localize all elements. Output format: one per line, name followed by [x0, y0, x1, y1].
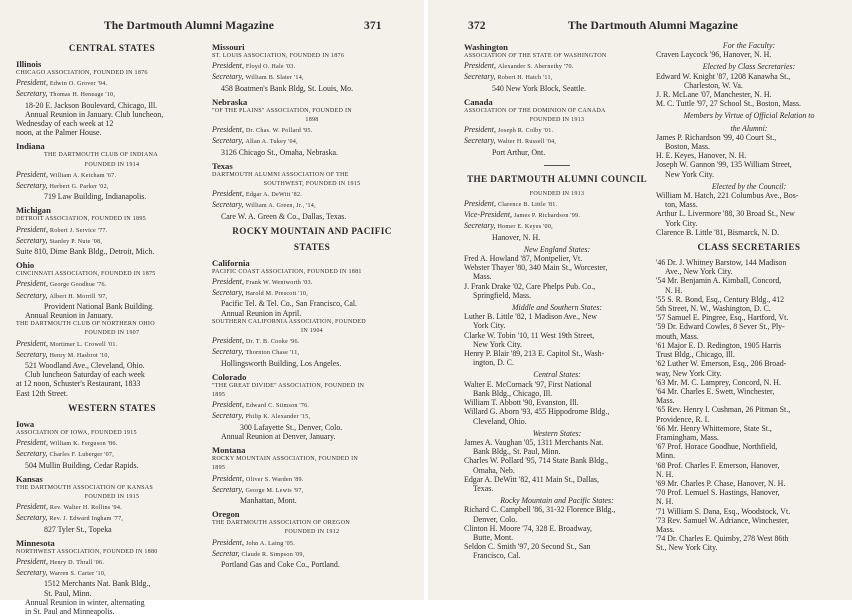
- text-line: Omaha, Neb.: [473, 465, 515, 475]
- text-line: York City.: [473, 321, 506, 331]
- text-line: Annual Reunion in April.: [221, 308, 302, 318]
- text-line: Pacific Tel. & Tel. Co., San Francisco, Cal.: [221, 299, 358, 309]
- officer-line: [16, 89, 208, 100]
- officer-role: Vice-President,: [464, 210, 514, 220]
- officer-name: Charles F. Luberger '07,: [49, 452, 114, 459]
- officer-role: President,: [16, 556, 50, 566]
- text-line: Portland Gas and Coke Co., Portland.: [221, 559, 340, 569]
- officer-line: [212, 61, 412, 72]
- text-line: way, New York City.: [656, 368, 722, 378]
- text-line: '73 Rev. Samuel W. Adriance, Winchester,: [656, 515, 790, 525]
- officer-name: Harold M. Prescott '10,: [245, 291, 308, 298]
- text-line: James P. Richardson '99, 40 Court St.,: [656, 132, 777, 142]
- association-name: CINCINNATI ASSOCIATION, FOUNDED IN 1875: [16, 271, 156, 278]
- officer-line: [212, 336, 412, 347]
- text-line: New York City.: [473, 339, 523, 349]
- state-heading: Illinois: [16, 59, 42, 69]
- text-line: '74 Dr. Charles E. Quimby, 278 West 86th: [656, 534, 789, 544]
- officer-name: Robert H. Hatch '11,: [497, 75, 553, 82]
- text-line: Mass.: [473, 272, 492, 282]
- text-line: mouth, Mass.: [656, 331, 699, 341]
- text-line: St. Paul, Minn.: [44, 588, 92, 598]
- text-line: in St. Paul and Minneapolis.: [25, 606, 115, 616]
- text-line: Willard G. Aborn '93, 455 Hippodrome Bldg.,: [464, 407, 610, 417]
- officer-line: [16, 502, 208, 513]
- officer-line: [212, 200, 412, 211]
- right-column-2: [656, 38, 842, 553]
- officer-name: Stanley P. Nute '08,: [49, 238, 103, 245]
- text-line: 719 Law Building, Indianapolis.: [44, 192, 147, 202]
- officer-role: Secretary,: [212, 484, 246, 494]
- text-line: Hollingsworth Building, Los Angeles.: [221, 358, 342, 368]
- officer-line: [16, 78, 208, 89]
- officer-line: [16, 350, 208, 361]
- association-name: THE DARTMOUTH ASSOCIATION OF KANSAS: [16, 484, 154, 491]
- association-name: FOUNDED IN 1913: [529, 190, 585, 197]
- association-name: "THE GREAT DIVIDE" ASSOCIATION, FOUNDED IN: [212, 382, 365, 389]
- officer-role: President,: [212, 537, 246, 547]
- officer-line: [212, 549, 412, 560]
- text-line: '57 Samuel E. Pingree, Esq., Hartford, Vt.: [656, 313, 789, 323]
- association-name: 1895: [212, 465, 226, 472]
- subsection-heading: Elected by the Council:: [711, 181, 787, 191]
- officer-name: Henry D. Thrall '06.: [49, 559, 105, 566]
- text-line: Clarence B. Little '81, Bismarck, N. D.: [656, 227, 780, 237]
- state-heading: California: [212, 257, 250, 268]
- officer-line: [212, 189, 412, 200]
- officer-role: Secretar,: [212, 548, 242, 558]
- page-header-title: The Dartmouth Alumni Magazine: [568, 20, 738, 32]
- text-line: Craven Laycock '96, Hanover, N. H.: [656, 50, 772, 60]
- officer-name: James P. Richardson '99.: [513, 213, 581, 220]
- text-line: 18-20 E. Jackson Boulevard, Chicago, Ill.: [25, 100, 158, 110]
- officer-line: [464, 221, 650, 232]
- text-line: '62 Luther W. Emerson, Esq., 206 Broad-: [656, 359, 787, 369]
- text-line: M. C. Tuttle '97, 27 School St., Boston, Mass.: [656, 99, 802, 109]
- text-line: '63 Mr. M. C. Lamprey, Concord, N. H.: [656, 377, 781, 387]
- text-line: Clarke W. Tobin '10, 11 West 19th Street,: [464, 330, 595, 340]
- officer-line: [212, 538, 412, 549]
- officer-line: [212, 347, 412, 358]
- text-line: Care W. A. Green & Co., Dallas, Texas.: [221, 211, 347, 221]
- text-line: Luther B. Little '82, 1 Madison Ave., New: [464, 312, 597, 322]
- text-line: Seldon C. Smith '97, 20 Second St., San: [464, 542, 591, 552]
- officer-line: [16, 339, 208, 350]
- text-line: Suite 810, Dime Bank Bldg., Detroit, Mich.: [16, 247, 155, 257]
- officer-role: Secretary,: [212, 347, 246, 357]
- association-name: ASSOCIATION OF IOWA, FOUNDED 1915: [16, 429, 137, 436]
- officer-role: President,: [212, 61, 246, 71]
- association-name: SOUTHWEST, FOUNDED IN 1915: [263, 181, 361, 188]
- officer-name: William B. Slater '14,: [245, 75, 304, 82]
- text-line: Framingham, Mass.: [656, 432, 719, 442]
- text-line: Springfield, Mass.: [473, 290, 532, 300]
- association-name: 1898: [305, 117, 319, 124]
- left-page: [0, 0, 424, 616]
- state-heading: Canada: [464, 96, 493, 107]
- officer-role: President,: [16, 438, 50, 448]
- officer-name: Allan A. Tukey '04,: [245, 139, 298, 146]
- officer-name: Robert J. Service '77.: [49, 227, 108, 234]
- text-line: Denver, Colo.: [473, 514, 518, 524]
- subsection-heading: For the Faculty:: [722, 41, 776, 50]
- officer-role: President,: [212, 400, 246, 410]
- officer-line: [212, 277, 412, 288]
- association-name: THE DARTMOUTH ASSOCIATION OF OREGON: [212, 520, 351, 527]
- state-heading: Montana: [212, 445, 246, 456]
- subsection-heading: New England States:: [523, 244, 591, 254]
- state-heading: Ohio: [16, 260, 35, 271]
- text-line: 1512 Merchants Nat. Bank Bldg.,: [44, 579, 151, 589]
- officer-name: Thomas H. Heneage '10,: [49, 92, 116, 99]
- association-name: CHICAGO ASSOCIATION, FOUNDED IN 1876: [16, 70, 148, 76]
- text-line: Annual Reunion in January.: [25, 311, 114, 321]
- officer-name: Oliver S. Warden '89.: [245, 476, 304, 483]
- officer-line: [16, 513, 208, 524]
- text-line: Annual Reunion in January. Club luncheon,: [25, 109, 164, 119]
- officer-role: President,: [16, 502, 50, 512]
- officer-role: President,: [16, 78, 50, 88]
- section-heading: THE DARTMOUTH ALUMNI COUNCIL: [466, 173, 648, 184]
- subsection-heading: the Alumni:: [730, 123, 768, 133]
- officer-line: [212, 400, 412, 411]
- text-line: Walter E. McCornack '97, First National: [464, 379, 592, 389]
- officer-role: Secretary,: [16, 568, 50, 578]
- association-name: THE DARTMOUTH CLUB OF NORTHERN OHIO: [16, 321, 155, 328]
- text-line: H. E. Keyes, Hanover, N. H.: [656, 151, 747, 161]
- text-line: '66 Mr. Henry Whittemore, State St.,: [656, 423, 772, 433]
- officer-role: Secretary,: [464, 72, 498, 82]
- officer-role: Secretary,: [464, 221, 498, 231]
- officer-line: [212, 136, 412, 147]
- association-name: DETROIT ASSOCIATION, FOUNDED IN 1895: [16, 216, 146, 223]
- officer-role: Secretary,: [16, 181, 50, 191]
- officer-line: [212, 485, 412, 496]
- association-name: ASSOCIATION OF THE STATE OF WASHINGTON: [464, 53, 607, 59]
- text-line: Bank Bldg., Chicago, Ill.: [473, 388, 553, 398]
- text-line: 300 Lafayette St., Denver, Colo.: [240, 422, 343, 432]
- officer-name: William A. Green, Jr., '14,: [245, 203, 316, 210]
- officer-name: John A. Laing '05.: [245, 540, 296, 547]
- association-name: SOUTHERN CALIFORNIA ASSOCIATION, FOUNDED: [212, 318, 366, 325]
- text-line: Charles W. Pollard '95, 714 State Bank Bldg.,: [464, 456, 609, 466]
- text-line: Minn.: [656, 451, 676, 461]
- text-line: Club luncheon Saturday of each week: [25, 370, 145, 380]
- text-line: '70 Prof. Lemuel S. Hastings, Hanover,: [656, 488, 780, 498]
- association-name: DARTMOUTH ALUMNI ASSOCIATION OF THE: [212, 171, 349, 178]
- association-name: ST. LOUIS ASSOCIATION, FOUNDED IN 1876: [212, 53, 345, 59]
- left-column-1: [16, 38, 208, 616]
- section-heading: CENTRAL STATES: [68, 43, 156, 53]
- text-line: Manhattan, Mont.: [240, 495, 297, 505]
- officer-line: [464, 199, 650, 210]
- page-number: 372: [468, 20, 486, 32]
- text-line: East 12th Street.: [16, 388, 68, 398]
- officer-role: Secretary,: [212, 136, 246, 146]
- text-line: '67 Prof. Horace Goodhue, Northfield,: [656, 442, 778, 452]
- text-line: Provident National Bank Building.: [44, 301, 155, 311]
- text-line: Trust Bldg., Chicago, Ill.: [656, 350, 735, 360]
- association-name: FOUNDED IN 1907: [84, 330, 140, 337]
- text-line: William M. Hatch, 221 Columbus Ave., Bos-: [656, 191, 799, 201]
- officer-name: Thornton Chase '11,: [245, 350, 300, 357]
- state-heading: Iowa: [16, 418, 35, 429]
- officer-name: Mortimer L. Crowell '01.: [49, 341, 118, 348]
- association-name: ROCKY MOUNTAIN ASSOCIATION, FOUNDED IN: [212, 456, 359, 463]
- subsection-heading: Middle and Southern States:: [511, 303, 603, 313]
- text-line: 5th Street, N. W., Washington, D. C.: [656, 304, 771, 314]
- officer-name: Alexander S. Abernethy '70.: [497, 64, 574, 71]
- text-line: Henry P. Blair '89, 213 E. Capitol St., Wash-: [464, 349, 605, 359]
- text-line: Joseph W. Gannon '99, 135 William Street,: [656, 160, 792, 170]
- text-line: Charleston, W. Va.: [684, 80, 743, 90]
- text-line: '65 Rev. Henry I. Cushman, 26 Pitman St.,: [656, 405, 791, 415]
- text-line: Wednesday of each week at 12: [16, 119, 114, 129]
- officer-role: Secretary,: [16, 290, 50, 300]
- text-line: N. H.: [656, 469, 674, 479]
- association-name: "OF THE PLAINS" ASSOCIATION, FOUNDED IN: [212, 107, 352, 114]
- officer-line: [212, 411, 412, 422]
- association-name: PACIFIC COAST ASSOCIATION, FOUNDED IN 1881: [212, 268, 362, 275]
- officer-role: Secretary,: [464, 136, 498, 146]
- officer-role: Secretary,: [212, 288, 246, 298]
- officer-line: [16, 291, 208, 302]
- officer-line: [212, 125, 412, 136]
- officer-line: [16, 557, 208, 568]
- page-header-title: The Dartmouth Alumni Magazine: [104, 20, 274, 32]
- officer-line: [16, 279, 208, 290]
- officer-role: President,: [16, 224, 50, 234]
- officer-role: Secretary,: [16, 89, 50, 99]
- officer-role: Secretary,: [16, 513, 50, 523]
- text-line: 504 Mullin Building, Cedar Rapids.: [25, 460, 139, 470]
- section-heading: ROCKY MOUNTAIN AND PACIFIC: [232, 225, 392, 236]
- officer-line: [16, 225, 208, 236]
- state-heading: Missouri: [212, 42, 245, 52]
- officer-name: Walter H. Russell '04,: [497, 139, 557, 146]
- text-line: Clinton H. Moore '74, 328 E. Broadway,: [464, 523, 593, 533]
- officer-name: Edwin O. Grover '94.: [49, 81, 108, 88]
- officer-name: Homer E. Keyes '00,: [497, 224, 553, 231]
- officer-line: [16, 170, 208, 181]
- text-line: Port Arthur, Ont.: [492, 147, 546, 157]
- text-line: New York City.: [665, 169, 715, 179]
- officer-line: [16, 568, 208, 579]
- section-heading: CLASS SECRETARIES: [697, 242, 801, 253]
- subsection-heading: Elected by Class Secretaries:: [702, 62, 796, 72]
- subsection-heading: Members by Virtue of Official Relation to: [683, 111, 815, 121]
- section-heading: WESTERN STATES: [68, 402, 156, 413]
- text-line: '59 Dr. Edward Cowles, 8 Sever St., Ply-: [656, 322, 785, 332]
- officer-role: President,: [212, 473, 246, 483]
- text-line: ton, Mass.: [665, 200, 698, 210]
- officer-role: President,: [16, 338, 50, 348]
- officer-line: [464, 61, 650, 72]
- text-line: York City.: [665, 218, 698, 228]
- text-line: Providence, R. I.: [656, 414, 710, 424]
- association-name: FOUNDED IN 1914: [84, 161, 140, 168]
- officer-role: President,: [212, 336, 246, 346]
- right-column-1: [464, 38, 650, 561]
- text-line: Ave., New York City.: [665, 267, 733, 277]
- page-number: 371: [364, 20, 382, 32]
- officer-line: [16, 236, 208, 247]
- officer-role: President,: [212, 277, 246, 287]
- subsection-heading: Western States:: [532, 428, 582, 438]
- text-line: Richard C. Campbell '86, 31-32 Florence Bldg.,: [464, 505, 616, 515]
- association-name: NORTHWEST ASSOCIATION, FOUNDED IN 1880: [16, 548, 158, 555]
- text-line: J. Frank Drake '02, Care Phelps Pub. Co.,: [464, 281, 596, 291]
- divider-rule: [544, 165, 570, 166]
- text-line: J. R. McLane '07, Manchester, N. H.: [656, 90, 772, 100]
- text-line: Arthur L. Livermore '88, 30 Broad St., New: [656, 209, 795, 219]
- text-line: 458 Boatmen's Bank Bldg, St. Louis, Mo.: [221, 83, 354, 93]
- subsection-heading: Central States:: [533, 370, 581, 380]
- officer-name: Frank W. Wentworth '03.: [245, 280, 313, 287]
- officer-role: Secretary,: [212, 72, 246, 82]
- text-line: Fred A. Howland '87, Montpelier, Vt.: [464, 254, 583, 264]
- text-line: '46 Dr. J. Whitney Barstow, 144 Madison: [656, 258, 787, 268]
- left-column-2: [212, 38, 412, 569]
- officer-name: Edward C. Stimson '76.: [245, 403, 310, 410]
- officer-name: Rev. Walter H. Rollins '94.: [49, 505, 122, 512]
- text-line: Cleveland, Ohio.: [473, 416, 527, 426]
- officer-name: Philip K. Alexander '15,: [245, 414, 311, 421]
- text-line: Mass.: [656, 396, 675, 406]
- officer-line: [16, 438, 208, 449]
- text-line: Butte, Mont.: [473, 532, 514, 542]
- officer-role: President,: [212, 125, 246, 135]
- officer-role: President,: [464, 199, 498, 209]
- association-name: IN 1904: [301, 328, 323, 335]
- text-line: 827 Tyler St., Topeka: [44, 524, 112, 534]
- officer-name: Dr. Chas. W. Pollard '95.: [245, 128, 313, 135]
- officer-role: Secretary,: [16, 349, 50, 359]
- text-line: 521 Woodland Ave., Cleveland, Ohio.: [25, 361, 145, 371]
- association-name: ASSOCIATION OF THE DOMINION OF CANADA: [464, 107, 606, 114]
- officer-line: [464, 72, 650, 83]
- text-line: Mass.: [656, 524, 675, 534]
- association-name: 1895: [212, 392, 226, 399]
- text-line: '54 Mr. Benjamin A. Kimball, Concord,: [656, 276, 782, 286]
- text-line: Bank Bldg., St. Paul, Minn.: [473, 447, 561, 457]
- officer-name: Rev. J. Edward Ingham '77,: [49, 516, 124, 523]
- text-line: William T. Abbott '90, Evanston, Ill.: [464, 398, 579, 408]
- officer-line: [16, 449, 208, 460]
- state-heading: Nebraska: [212, 96, 248, 107]
- text-line: noon, at the Palmer House.: [16, 128, 102, 138]
- text-line: Annual Reunion at Denver, January.: [221, 431, 336, 441]
- text-line: N. H.: [656, 497, 674, 507]
- state-heading: Washington: [464, 42, 508, 52]
- officer-name: George Goodhue '76.: [49, 282, 107, 289]
- officer-name: Joseph R. Colby '01.: [497, 128, 554, 135]
- officer-name: Albert H. Morrill '97,: [49, 293, 108, 300]
- section-heading: STATES: [293, 241, 331, 252]
- officer-name: Henry M. Hasbrot '10,: [49, 352, 110, 359]
- officer-role: President,: [464, 61, 498, 71]
- text-line: at 12 noon, Schuster's Restaurant, 1833: [16, 379, 141, 389]
- text-line: Francisco, Cal.: [473, 551, 521, 561]
- officer-name: Edgar A. DeWitt '82.: [245, 192, 303, 199]
- officer-role: President,: [16, 169, 50, 179]
- officer-name: Claude R. Simpson '09,: [241, 551, 305, 558]
- officer-line: [16, 181, 208, 192]
- text-line: Annual Reunion in winter, alternating: [25, 597, 145, 607]
- officer-line: [464, 136, 650, 147]
- state-heading: Indiana: [16, 141, 45, 152]
- text-line: ington, D. C.: [473, 358, 514, 368]
- officer-role: President,: [212, 189, 246, 199]
- officer-role: Secretary,: [16, 235, 50, 245]
- officer-line: [464, 210, 650, 221]
- officer-role: Secretary,: [212, 411, 246, 421]
- state-heading: Colorado: [212, 371, 247, 382]
- text-line: St., New York City.: [656, 543, 718, 553]
- text-line: Edgar A. DeWitt '82, 411 Main St., Dallas,: [464, 474, 599, 484]
- text-line: '69 Mr. Charles P. Chase, Hanover, N. H.: [656, 478, 786, 488]
- officer-role: Secretary,: [212, 200, 246, 210]
- officer-name: Floyd O. Hale '03.: [245, 64, 296, 71]
- state-heading: Minnesota: [16, 537, 55, 548]
- officer-name: Herbert G. Parker '02,: [49, 184, 109, 191]
- officer-name: George M. Lewis '97,: [245, 487, 304, 494]
- text-line: N. H.: [665, 285, 683, 295]
- officer-role: President,: [16, 279, 50, 289]
- text-line: '64 Mr. Charles E. Swett, Winchester,: [656, 386, 775, 396]
- association-name: FOUNDED IN 1912: [284, 529, 340, 536]
- text-line: Texas.: [473, 483, 494, 493]
- text-line: '55 S. R. Bond, Esq., Century Bldg., 412: [656, 294, 785, 304]
- association-name: FOUNDED IN 1913: [529, 117, 585, 124]
- officer-role: Secretary,: [16, 449, 50, 459]
- text-line: Webster Thayer '80, 340 Main St., Worcester,: [464, 263, 608, 273]
- text-line: James A. Vaughan '05, 1311 Merchants Nat.: [464, 437, 604, 447]
- text-line: Edward W. Knight '87, 1208 Kanawha St.,: [656, 71, 791, 81]
- text-line: 3126 Chicago St., Omaha, Nebraska.: [221, 147, 339, 157]
- text-line: '71 William S. Dana, Esq., Woodstock, Vt.: [656, 506, 791, 516]
- officer-line: [212, 288, 412, 299]
- state-heading: Texas: [212, 160, 233, 171]
- right-page: [428, 0, 852, 600]
- officer-role: President,: [464, 125, 498, 135]
- text-line: '68 Prof. Charles F. Emerson, Hanover,: [656, 460, 780, 470]
- officer-name: William K. Ferguson '86.: [49, 441, 118, 448]
- text-line: 540 New York Block, Seattle.: [492, 83, 587, 93]
- officer-name: Warren S. Carter '10,: [49, 571, 106, 578]
- text-line: '61 Major E. D. Redington, 1905 Harris: [656, 340, 782, 350]
- officer-line: [212, 474, 412, 485]
- officer-name: Dr. T. B. Cooke '96.: [245, 339, 300, 346]
- state-heading: Michigan: [16, 205, 51, 216]
- text-line: Boston, Mass.: [665, 142, 710, 152]
- subsection-heading: Rocky Mountain and Pacific States:: [500, 496, 614, 506]
- association-name: THE DARTMOUTH CLUB OF INDIANA: [44, 152, 158, 159]
- association-name: FOUNDED IN 1915: [84, 493, 140, 500]
- officer-name: Clarence B. Little '81.: [497, 202, 558, 209]
- officer-name: William A. Ketcham '67.: [49, 172, 117, 179]
- state-heading: Oregon: [212, 509, 240, 520]
- state-heading: Kansas: [16, 473, 43, 484]
- officer-line: [464, 125, 650, 136]
- officer-line: [212, 72, 412, 83]
- text-line: Hanover, N. H.: [492, 232, 541, 242]
